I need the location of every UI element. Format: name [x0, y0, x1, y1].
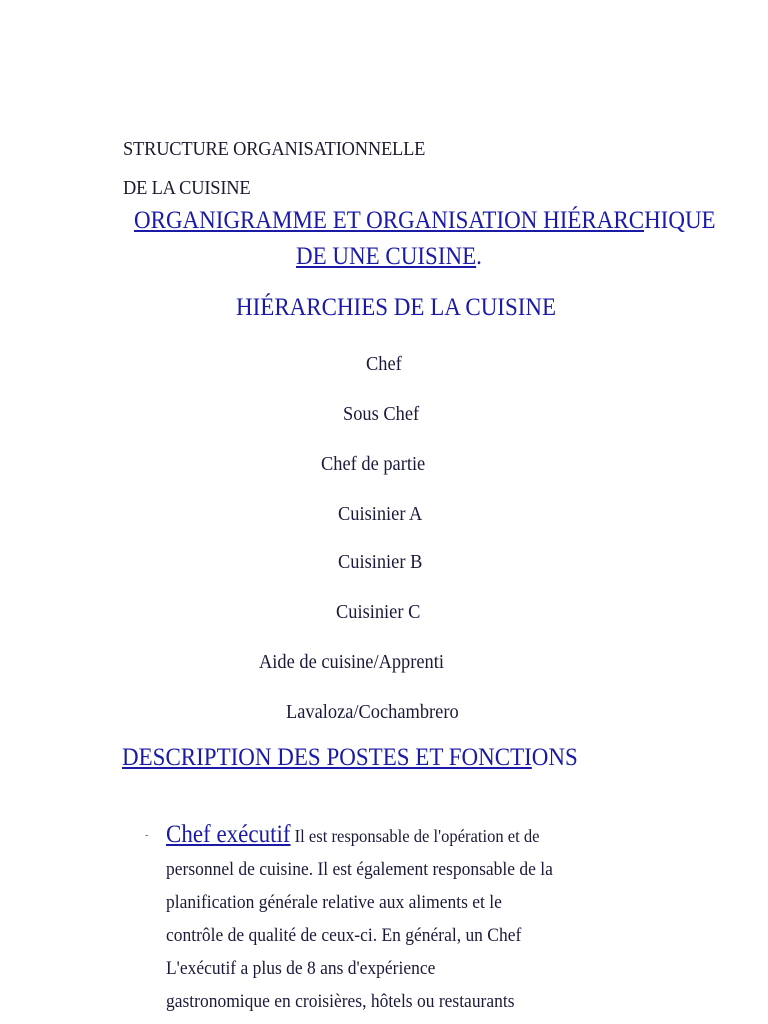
- job-description-first-line: [166, 818, 562, 853]
- job-description-line: personnel de cuisine. Il est également responsable de la: [166, 859, 553, 880]
- document-title-line2: DE LA CUISINE: [123, 177, 251, 199]
- organigram-heading-line2: [296, 243, 482, 271]
- hierarchy-level: Chef: [366, 353, 402, 375]
- job-description-text: Il est responsable de l'opération et de: [290, 826, 540, 846]
- hierarchy-heading: HIÉRARCHIES DE LA CUISINE: [236, 294, 557, 321]
- hierarchy-level: Cuisinier B: [338, 551, 423, 573]
- organigram-heading-link-2[interactable]: DE UNE CUISINE: [296, 243, 477, 270]
- job-description-line: L'exécutif a plus de 8 ans d'expérience: [166, 958, 436, 979]
- description-heading-link[interactable]: DESCRIPTION DES POSTES ET FONCTI: [122, 744, 532, 771]
- organigram-heading-link[interactable]: ORGANIGRAMME ET ORGANISATION HIÉRARC: [134, 207, 645, 234]
- job-description-line: planification générale relative aux aliments et le: [166, 892, 502, 913]
- description-heading-rest: ONS: [531, 744, 578, 771]
- description-heading: [122, 744, 578, 772]
- organigram-heading-rest: HIQUE: [644, 207, 716, 234]
- organigram-heading-line1: [134, 207, 716, 235]
- job-title-link[interactable]: Chef exécutif: [166, 821, 291, 848]
- hierarchy-level: Sous Chef: [343, 403, 420, 425]
- job-description-line: gastronomique en croisières, hôtels ou restaurants: [166, 991, 515, 1012]
- hierarchy-level: Cuisinier C: [336, 601, 421, 623]
- hierarchy-level: Chef de partie: [321, 453, 426, 475]
- hierarchy-level: Lavaloza/Cochambrero: [286, 701, 459, 723]
- organigram-heading-rest-2: .: [476, 243, 482, 270]
- list-bullet: -: [145, 830, 149, 841]
- job-description-item: [166, 818, 562, 1018]
- hierarchy-level: Cuisinier A: [338, 503, 423, 525]
- document-title-line1: STRUCTURE ORGANISATIONNELLE: [123, 138, 426, 160]
- hierarchy-level: Aide de cuisine/Apprenti: [259, 651, 444, 673]
- job-description-line: contrôle de qualité de ceux-ci. En général, un Chef: [166, 925, 522, 946]
